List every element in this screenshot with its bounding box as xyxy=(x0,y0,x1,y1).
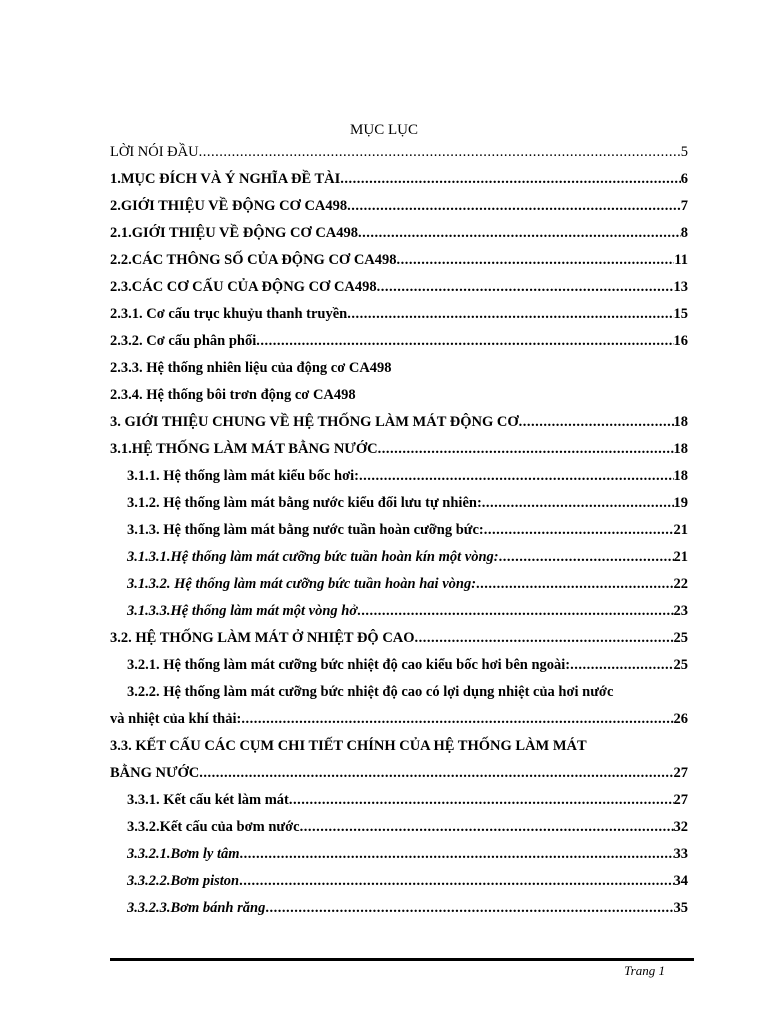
toc-entry-page: 23 xyxy=(673,603,688,619)
toc-entry-text: 3.2. HỆ THỐNG LÀM MÁT Ở NHIỆT ĐỘ CAO xyxy=(110,630,415,646)
toc-entry[interactable] xyxy=(110,760,688,787)
toc-entry-page: 18 xyxy=(673,468,688,484)
dot-leader xyxy=(265,895,673,922)
toc-entry-page: 33 xyxy=(673,846,688,862)
toc-entry-text: LỜI NÓI ĐẦU xyxy=(110,144,199,160)
toc-entry-text: 3. GIỚI THIỆU CHUNG VỀ HỆ THỐNG LÀM MÁT ĐỘNG CƠ xyxy=(110,414,519,430)
toc-entry-text: 2.3.1. Cơ cấu trục khuỷu thanh truyền xyxy=(110,306,348,322)
toc-entry-page: 13 xyxy=(673,279,688,295)
dot-leader xyxy=(240,841,674,868)
toc-entry[interactable] xyxy=(110,787,688,814)
toc-entry-text: 2.2.CÁC THÔNG SỐ CỦA ĐỘNG CƠ CA498 xyxy=(110,252,397,268)
dot-leader xyxy=(358,220,681,247)
toc-entry-page: 34 xyxy=(673,873,688,889)
dot-leader xyxy=(484,517,674,544)
toc-entry[interactable] xyxy=(110,382,688,409)
toc-entry-text: 3.1.3. Hệ thống làm mát bằng nước tuần hoàn cưỡng bức: xyxy=(127,522,484,538)
dot-leader xyxy=(241,706,673,733)
dot-leader xyxy=(239,868,673,895)
toc-entry[interactable] xyxy=(110,679,688,706)
toc-entry-page: 19 xyxy=(673,495,688,511)
toc-entry-text: 3.3. KẾT CẤU CÁC CỤM CHI TIẾT CHÍNH CỦA HỆ THỐNG LÀM MÁT xyxy=(110,738,587,754)
toc-entry-page: 15 xyxy=(673,306,688,322)
toc-entry-page: 32 xyxy=(673,819,688,835)
page-number: Trang 1 xyxy=(624,963,665,978)
toc-entry[interactable] xyxy=(110,328,688,355)
dot-leader xyxy=(199,139,681,166)
toc-entry-text: 3.1.3.1.Hệ thống làm mát cưỡng bức tuần hoàn kín một vòng: xyxy=(127,549,499,565)
toc-entry-page: 8 xyxy=(680,225,688,241)
dot-leader xyxy=(256,328,673,355)
table-of-contents xyxy=(110,139,688,922)
toc-entry-text: BẰNG NƯỚC xyxy=(110,765,200,781)
toc-entry[interactable] xyxy=(110,193,688,220)
dot-leader xyxy=(340,166,680,193)
dot-leader xyxy=(289,787,674,814)
toc-entry[interactable] xyxy=(110,598,688,625)
dot-leader xyxy=(199,760,673,787)
toc-entry[interactable] xyxy=(110,706,688,733)
dot-leader xyxy=(482,490,674,517)
toc-entry-page: 18 xyxy=(673,414,688,430)
toc-title: MỤC LỤC xyxy=(350,122,418,138)
toc-entry[interactable] xyxy=(110,490,688,517)
toc-entry[interactable] xyxy=(110,544,688,571)
toc-entry[interactable] xyxy=(110,301,688,328)
toc-entry[interactable] xyxy=(110,517,688,544)
toc-entry-text: 2.3.CÁC CƠ CẤU CỦA ĐỘNG CƠ CA498 xyxy=(110,279,377,295)
toc-entry-text: và nhiệt của khí thải: xyxy=(110,711,242,727)
dot-leader xyxy=(347,301,673,328)
toc-entry-page: 26 xyxy=(673,711,688,727)
toc-entry-text: 3.2.1. Hệ thống làm mát cưỡng bức nhiệt độ cao kiểu bốc hơi bên ngoài: xyxy=(127,657,571,673)
toc-entry-page: 6 xyxy=(680,171,688,187)
toc-entry[interactable] xyxy=(110,814,688,841)
toc-entry-page: 21 xyxy=(673,522,688,538)
toc-entry[interactable] xyxy=(110,436,688,463)
dot-leader xyxy=(377,274,674,301)
toc-entry-page: 16 xyxy=(673,333,688,349)
toc-entry-text: 3.3.1. Kết cấu két làm mát xyxy=(127,792,289,808)
toc-entry[interactable] xyxy=(110,139,688,166)
toc-entry-text: 3.1.1. Hệ thống làm mát kiểu bốc hơi: xyxy=(127,468,359,484)
toc-entry[interactable] xyxy=(110,220,688,247)
toc-entry-text: 3.1.3.2. Hệ thống làm mát cưỡng bức tuần hoàn hai vòng: xyxy=(127,576,477,592)
toc-entry-page: 35 xyxy=(673,900,688,916)
toc-entry[interactable] xyxy=(110,409,688,436)
dot-leader xyxy=(476,571,673,598)
toc-entry-page: 21 xyxy=(673,549,688,565)
toc-entry-text: 3.3.2.Kết cấu của bơm nước xyxy=(127,819,300,835)
toc-entry[interactable] xyxy=(110,868,688,895)
dot-leader xyxy=(519,409,674,436)
toc-entry-page: 11 xyxy=(674,252,688,268)
toc-entry-text: 2.3.4. Hệ thống bôi trơn động cơ CA498 xyxy=(110,387,356,403)
toc-entry-text: 2.3.3. Hệ thống nhiên liệu của động cơ CA498 xyxy=(110,360,392,376)
toc-entry-page: 25 xyxy=(673,630,688,646)
toc-entry-text: 3.1.2. Hệ thống làm mát bằng nước kiểu đối lưu tự nhiên: xyxy=(127,495,482,511)
toc-entry-text: 3.1.3.3.Hệ thống làm mát một vòng hở xyxy=(127,603,358,619)
footer-rule xyxy=(110,958,694,961)
toc-entry[interactable] xyxy=(110,733,688,760)
toc-entry-page: 18 xyxy=(673,441,688,457)
toc-entry[interactable] xyxy=(110,463,688,490)
toc-entry[interactable] xyxy=(110,247,688,274)
toc-entry[interactable] xyxy=(110,652,688,679)
dot-leader xyxy=(570,652,673,679)
toc-entry[interactable] xyxy=(110,895,688,922)
toc-entry-text: 3.3.2.1.Bơm ly tâm xyxy=(127,846,240,862)
toc-entry[interactable] xyxy=(110,166,688,193)
dot-leader xyxy=(415,625,674,652)
toc-entry[interactable] xyxy=(110,274,688,301)
dot-leader xyxy=(347,193,681,220)
toc-entry[interactable] xyxy=(110,355,688,382)
toc-entry[interactable] xyxy=(110,625,688,652)
toc-entry[interactable] xyxy=(110,841,688,868)
toc-entry-page: 5 xyxy=(680,144,688,160)
dot-leader xyxy=(499,544,674,571)
toc-entry-text: 2.3.2. Cơ cấu phân phối xyxy=(110,333,257,349)
toc-entry-text: 2.GIỚI THIỆU VỀ ĐỘNG CƠ CA498 xyxy=(110,198,348,214)
toc-entry-page: 22 xyxy=(673,576,688,592)
toc-entry-text: 3.1.HỆ THỐNG LÀM MÁT BẰNG NƯỚC xyxy=(110,441,378,457)
toc-entry-page: 27 xyxy=(673,765,688,781)
toc-entry-page: 7 xyxy=(680,198,688,214)
dot-leader xyxy=(300,814,674,841)
toc-entry-page: 25 xyxy=(673,657,688,673)
toc-entry[interactable] xyxy=(110,571,688,598)
toc-entry-text: 3.3.2.3.Bơm bánh răng xyxy=(127,900,266,916)
dot-leader xyxy=(357,598,673,625)
dot-leader xyxy=(378,436,674,463)
dot-leader xyxy=(397,247,675,274)
toc-entry-text: 3.3.2.2.Bơm piston xyxy=(127,873,240,889)
toc-entry-text: 3.2.2. Hệ thống làm mát cưỡng bức nhiệt độ cao có lợi dụng nhiệt của hơi nước xyxy=(127,684,614,700)
toc-entry-text: 2.1.GIỚI THIỆU VỀ ĐỘNG CƠ CA498 xyxy=(110,225,359,241)
dot-leader xyxy=(359,463,674,490)
toc-entry-page: 27 xyxy=(673,792,688,808)
toc-entry-text: 1.MỤC ĐÍCH VÀ Ý NGHĨA ĐỀ TÀI xyxy=(110,171,341,187)
